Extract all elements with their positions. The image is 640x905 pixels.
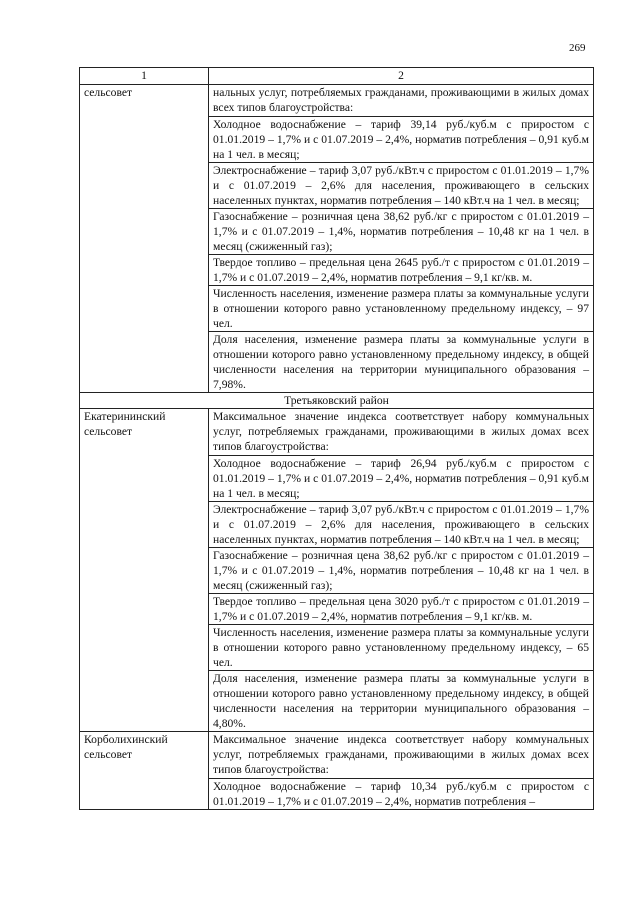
description-paragraph: Электроснабжение – тариф 3,07 руб./кВт.ч с приростом с 01.01.2019 – 1,7% и с 01.07.2019 – 2,6% для населения, проживающего в сельских населенных пунктах, норматив потребления – 140 кВт.ч на 1 чел. в месяц; bbox=[209, 501, 593, 547]
district-row bbox=[80, 393, 594, 409]
municipality-name: Корболихинский сельсовет bbox=[80, 732, 209, 810]
description-paragraph: Максимальное значение индекса соответствует набору коммунальных услуг, потребляемых гражданами, проживающими в жилых домах всех типов благоустройства: bbox=[213, 733, 589, 776]
description-paragraph: Доля населения, изменение размера платы за коммунальные услуги в отношении которого равно установленному предельному индексу, в общей численности населения на территории муниципального образования – 7,98%. bbox=[209, 331, 593, 392]
description-paragraph: Численность населения, изменение размера платы за коммунальные услуги в отношении которого равно установленному предельному индексу, – 97 чел. bbox=[209, 285, 593, 331]
district-name: Третьяковский район bbox=[80, 393, 594, 409]
description-paragraph: Холодное водоснабжение – тариф 26,94 руб./куб.м с приростом с 01.01.2019 – 1,7% и с 01.07.2019 – 2,4%, норматив потребления – 0,91 куб.м на 1 чел. в месяц; bbox=[209, 455, 593, 501]
description-paragraph: Электроснабжение – тариф 3,07 руб./кВт.ч с приростом с 01.01.2019 – 1,7% и с 01.07.2019 – 2,6% для населения, проживающего в сельских населенных пунктах, норматив потребления – 140 кВт.ч на 1 чел. в месяц; bbox=[209, 162, 593, 208]
header-col-1: 1 bbox=[80, 68, 209, 85]
description-cell bbox=[209, 732, 594, 810]
description-paragraph: Максимальное значение индекса соответствует набору коммунальных услуг, потребляемых гражданами, проживающими в жилых домах всех типов благоустройства: bbox=[213, 410, 589, 453]
page-number: 269 bbox=[569, 42, 586, 54]
description-cell bbox=[209, 85, 594, 393]
header-col-2: 2 bbox=[209, 68, 594, 85]
description-cell bbox=[209, 409, 594, 732]
municipality-name: сельсовет bbox=[80, 85, 209, 393]
description-paragraph: Доля населения, изменение размера платы за коммунальные услуги в отношении которого равно установленному предельному индексу, в общей численности населения на территории муниципального образования – 4,80%. bbox=[209, 670, 593, 731]
description-paragraph: Газоснабжение – розничная цена 38,62 руб./кг с приростом с 01.01.2019 – 1,7% и с 01.07.2019 – 1,4%, норматив потребления – 10,48 кг на 1 чел. в месяц (сжиженный газ); bbox=[209, 208, 593, 254]
description-paragraph: Холодное водоснабжение – тариф 10,34 руб./куб.м с приростом с 01.01.2019 – 1,7% и с 01.07.2019 – 2,4%, норматив потребления – bbox=[209, 778, 593, 809]
description-paragraph: нальных услуг, потребляемых гражданами, проживающими в жилых домах всех типов благоустройства: bbox=[213, 86, 589, 114]
table-header-row bbox=[80, 68, 594, 85]
table-row bbox=[80, 732, 594, 810]
municipality-name: Екатерининский сельсовет bbox=[80, 409, 209, 732]
description-paragraph: Твердое топливо – предельная цена 2645 руб./т с приростом с 01.01.2019 – 1,7% и с 01.07.2019 – 2,4%, норматив потребления – 9,1 кг/кв. м. bbox=[209, 254, 593, 285]
table-row bbox=[80, 409, 594, 732]
description-paragraph: Численность населения, изменение размера платы за коммунальные услуги в отношении которого равно установленному предельному индексу, – 65 чел. bbox=[209, 624, 593, 670]
table-row bbox=[80, 85, 594, 393]
description-paragraph: Холодное водоснабжение – тариф 39,14 руб./куб.м с приростом с 01.01.2019 – 1,7% и с 01.07.2019 – 2,4%, норматив потребления – 0,91 куб.м на 1 чел. в месяц; bbox=[209, 116, 593, 162]
description-paragraph: Газоснабжение – розничная цена 38,62 руб./кг с приростом с 01.01.2019 – 1,7% и с 01.07.2019 – 1,4%, норматив потребления – 10,48 кг на 1 чел. в месяц (сжиженный газ); bbox=[209, 547, 593, 593]
tariff-table bbox=[79, 67, 594, 810]
description-paragraph: Твердое топливо – предельная цена 3020 руб./т с приростом с 01.01.2019 – 1,7% и с 01.07.2019 – 2,4%, норматив потребления – 9,1 кг/кв. м. bbox=[209, 593, 593, 624]
